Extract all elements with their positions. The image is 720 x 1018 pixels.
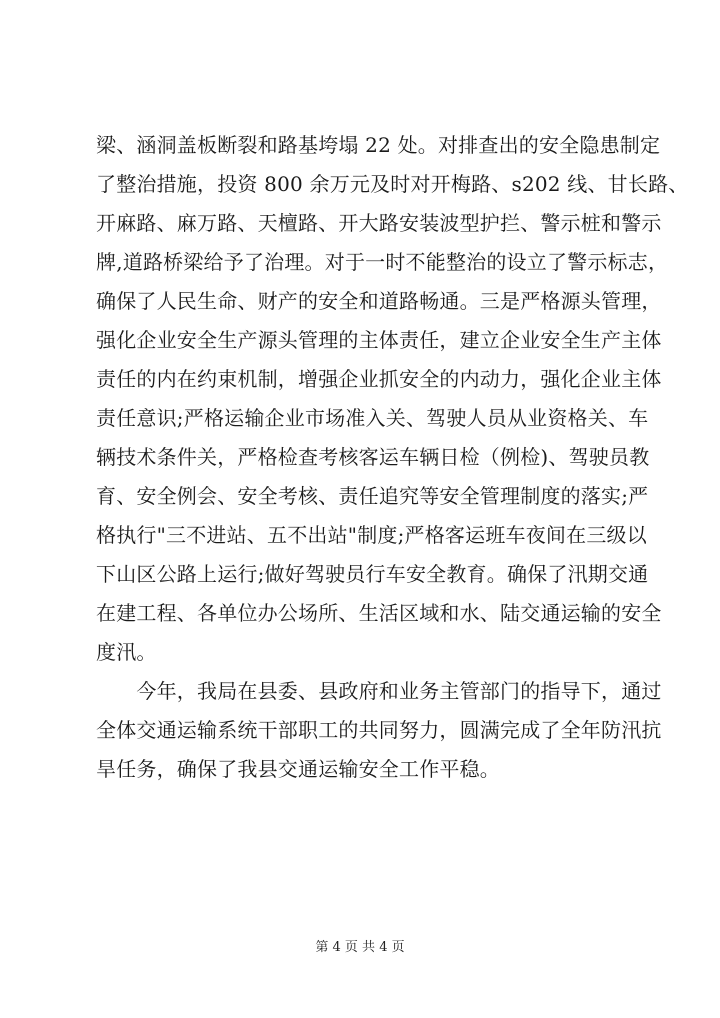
body-text <box>96 126 689 789</box>
text-line: 旱任务，确保了我县交通运输安全工作平稳。 <box>96 757 500 781</box>
text-line: 开麻路、麻万路、天檀路、开大路安装波型护拦、警示桩和警示 <box>96 211 662 235</box>
text-line: 下山区公路上运行;做好驾驶员行车安全教育。确保了汛期交通 <box>96 562 649 586</box>
page-number-footer: 第 4 页 共 4 页 <box>315 940 405 955</box>
text-line: 在建工程、各单位办公场所、生活区域和水、陆交通运输的安全 <box>96 601 662 625</box>
text-line: 格执行"三不进站、五不出站"制度;严格客运班车夜间在三级以 <box>96 523 647 547</box>
text-line: 度汛。 <box>96 640 157 664</box>
text-line: 确保了人民生命、财产的安全和道路畅通。三是严格源头管理， <box>96 289 662 313</box>
text-line: 强化企业安全生产源头管理的主体责任，建立企业安全生产主体 <box>96 328 662 352</box>
text-line: 了整治措施，投资 800 余万元及时对开梅路、s202 线、甘长路、 <box>96 172 689 196</box>
text-line: 育、安全例会、安全考核、责任追究等安全管理制度的落实;严 <box>96 484 649 508</box>
text-line: 辆技术条件关，严格检查考核客运车辆日检（例检)、驾驶员教 <box>96 445 650 469</box>
text-line: 梁、涵洞盖板断裂和路基垮塌 22 处。对排查出的安全隐患制定 <box>96 133 661 157</box>
text-line: 责任意识;严格运输企业市场准入关、驾驶人员从业资格关、车 <box>96 406 649 430</box>
text-line: 责任的内在约束机制，增强企业抓安全的内动力，强化企业主体 <box>96 367 662 391</box>
text-line: 牌,道路桥梁给予了治理。对于一时不能整治的设立了警示标志， <box>96 250 669 274</box>
text-line: 今年，我局在县委、县政府和业务主管部门的指导下，通过 <box>96 679 662 703</box>
text-line: 全体交通运输系统干部职工的共同努力，圆满完成了全年防汛抗 <box>96 718 662 742</box>
